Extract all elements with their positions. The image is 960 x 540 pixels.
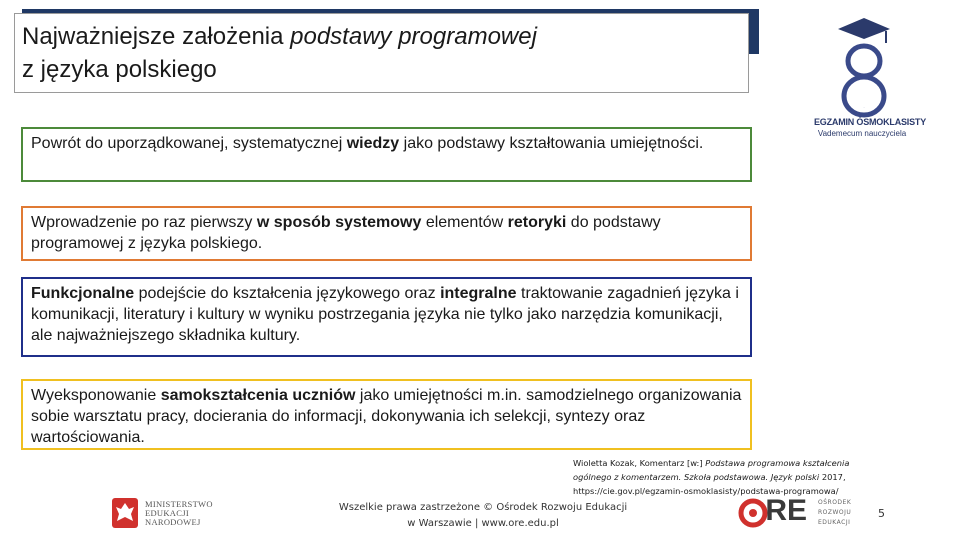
ministry-line-1: MINISTERSTWO — [145, 499, 213, 509]
citation-author: Wioletta Kozak, Komentarz [w:] — [573, 458, 706, 468]
ore-logo-re: RE — [765, 494, 808, 527]
ore-subtitle — [818, 498, 851, 528]
footer-line-1: Wszelkie prawa zastrzeżone © Ośrodek Rozwoju Edukacji — [338, 502, 628, 513]
citation-text — [573, 456, 863, 498]
ore-sub-2: ROZWOJU — [818, 509, 852, 516]
title-line-1-plain: Najważniejsze założenia — [22, 23, 291, 50]
point-box-rhetoric — [21, 206, 752, 261]
ore-sub-3: EDUKACJI — [818, 519, 851, 526]
box-1-text-1: Powrót do uporządkowanej, systematycznej — [31, 135, 347, 152]
box-2-bold-1: w sposób systemowy — [256, 214, 422, 231]
box-2-text-2: elementów — [421, 214, 508, 231]
footer-line-2: w Warszawie | www.ore.edu.pl — [407, 518, 559, 529]
point-box-functional — [21, 277, 752, 357]
slide-title — [14, 13, 749, 93]
box-3-bold-2: integralne — [440, 285, 517, 302]
title-line-2: z języka polskiego — [22, 56, 217, 83]
title-line-1-italic: podstawy programowej — [290, 23, 537, 50]
footer-copyright — [333, 500, 633, 532]
point-box-self-education — [21, 379, 752, 450]
citation-source: 2017, https://cie.gov.pl/egzamin-osmoklasisty/podstawa-programowa/ — [573, 472, 846, 496]
ore-sub-1: OŚRODEK — [818, 499, 852, 506]
box-1-bold-1: wiedzy — [346, 135, 400, 152]
exam-logo-name: EGZAMIN ÓSMOKLASISTY — [814, 117, 927, 127]
box-3-text-1: podejście do kształcenia językowego oraz — [134, 285, 441, 302]
box-3-bold-1: Funkcjonalne — [31, 285, 135, 302]
box-1-text-2: jako podstawy kształtowania umiejętności. — [399, 135, 704, 152]
box-2-text-1: Wprowadzenie po raz pierwszy — [31, 214, 257, 231]
box-4-text-2: jako umiejętności m.in. samodzielnego organizowania sobie warsztatu pracy, docierania do informacji, dokonywania ich selekcji, syntezy oraz wartościowania. — [31, 387, 742, 446]
ministry-line-3: NARODOWEJ — [145, 517, 201, 527]
page-number: 5 — [878, 507, 885, 520]
exam-logo-digit: 8 — [863, 108, 865, 109]
ore-logo-text — [742, 494, 807, 528]
box-4-bold-1: samokształcenia uczniów — [160, 387, 356, 404]
ministry-line-2: EDUKACJI — [145, 508, 189, 518]
box-3-text-2: traktowanie zagadnień języka i komunikacji, literatury i kultury w wyniku postrzegania języka nie tylko jako narzędzia komunikacji, ale najważniejszego składnika kultury. — [31, 285, 739, 344]
citation-title: Podstawa programowa kształcenia ogólnego z komentarzem. Szkoła podstawowa. Język polski — [573, 458, 850, 482]
exam-logo-subtitle: Vademecum nauczyciela — [817, 129, 907, 138]
ministry-name — [145, 500, 213, 527]
box-2-bold-2: retoryki — [507, 214, 567, 231]
box-2-text-3: do podstawy programowej z języka polskiego. — [31, 214, 661, 252]
point-box-knowledge — [21, 127, 752, 182]
title-line-1 — [22, 20, 748, 53]
box-4-text-1: Wyeksponowanie — [31, 387, 161, 404]
